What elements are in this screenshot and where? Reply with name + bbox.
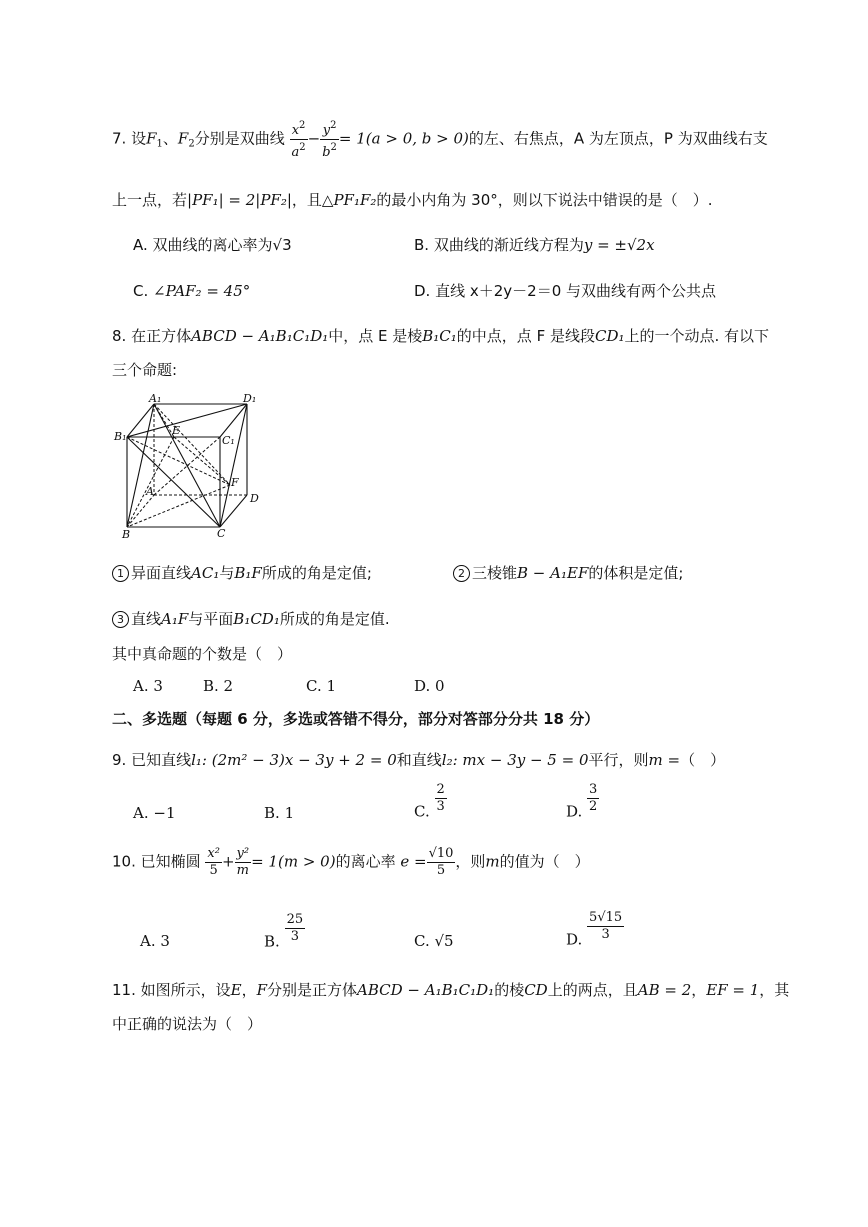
label-f: F xyxy=(231,476,239,489)
q11-text-b: ， xyxy=(241,981,257,999)
frac-den: $b^2$ xyxy=(320,139,339,161)
q7-opt-b-math: y = ±√2x xyxy=(583,236,655,254)
frac-den: 3 xyxy=(285,928,306,945)
f2-symbol: F xyxy=(177,129,189,148)
q10-m: m xyxy=(485,852,500,871)
eq-y: y xyxy=(322,123,331,138)
seg-a1e xyxy=(154,404,174,437)
q8-proposition-2 xyxy=(453,563,683,583)
p3-text-b: 与平面 xyxy=(188,610,234,628)
q8-text-a: 8. 在正方体 xyxy=(112,327,192,345)
q7-line1: 7. 设$F_1$、$F_2$分别是双曲线 $\frac{x^2}{a^2}$ − $\frac{y^2}{b^2}$ = 1(a > 0, b > 0)的左、右焦点，A 为左顶点，P 为双曲线右支 xyxy=(112,120,768,160)
label-c: C xyxy=(217,527,226,540)
p1-text-b: 与 xyxy=(219,564,235,582)
q10-opt-b-frac xyxy=(285,912,306,945)
p1-math-2: B₁F xyxy=(234,564,262,582)
q7-text-c: 上一点，若 xyxy=(112,191,188,209)
p3-text-a: 直线 xyxy=(131,610,162,628)
frac-num: 5√15 xyxy=(589,910,623,925)
q9-opt-c-frac xyxy=(435,782,447,815)
q7-text-a: 分别是双曲线 xyxy=(194,129,285,148)
diag-a1b xyxy=(127,404,154,527)
label-d1: D₁ xyxy=(243,392,257,405)
q8-line2: 三个命题: xyxy=(112,361,178,379)
q10-option-a: A. 3 xyxy=(140,932,170,950)
q10-text-b: 的离心率 xyxy=(335,852,396,871)
eq-b: b xyxy=(322,145,331,160)
q8-option-d: D. 0 xyxy=(414,677,445,695)
q10-option-d xyxy=(566,910,624,950)
frac-num: 2 xyxy=(436,782,445,797)
q11-line1 xyxy=(112,980,789,1000)
f2-sub: 2 xyxy=(188,138,195,150)
q10-option-b xyxy=(264,912,305,952)
hyperbola-y-frac xyxy=(320,118,339,161)
q9-opt-a-val: −1 xyxy=(153,804,176,822)
q7-option-d: D. 直线 x＋2y－2＝0 与双曲线有两个公共点 xyxy=(414,282,717,300)
p1-text-c: 所成的角是定值; xyxy=(261,564,372,582)
q9-option-d xyxy=(566,782,599,822)
eq-a: a xyxy=(291,145,300,160)
q7-number: 7. 设 xyxy=(112,129,147,148)
q9-opt-b-label: B. xyxy=(264,804,280,822)
f1-symbol: F xyxy=(146,129,157,148)
q8-edge: B₁C₁ xyxy=(422,327,457,345)
diag-d1c xyxy=(220,404,247,527)
q11-ef: EF = 1 xyxy=(706,981,760,999)
q11-text-a: 11. 如图所示，设 xyxy=(112,981,231,999)
q10-e: e = xyxy=(400,852,427,871)
q10-opt-b-label: B. xyxy=(264,932,280,951)
p2-text-a: 三棱锥 xyxy=(472,564,518,582)
q8-text-c: 的中点，点 F 是线段 xyxy=(456,327,595,345)
ellipse-y-frac xyxy=(235,846,252,879)
cube-diagram xyxy=(112,392,272,542)
q10-opt-d-frac xyxy=(587,910,624,943)
q7-opt-c-label: C. xyxy=(133,282,149,300)
q9-l2: l₂ xyxy=(441,751,453,769)
ellipse-x-frac xyxy=(205,846,222,879)
seg-a1f xyxy=(154,404,230,485)
q11-ab: AB = 2 xyxy=(637,981,692,999)
q9-option-b xyxy=(264,803,294,823)
q11-line2: 中正确的说法为（ ） xyxy=(112,1015,263,1033)
frac-den: 3 xyxy=(587,926,624,943)
q8-segment: CD₁ xyxy=(594,327,625,345)
cube-figure xyxy=(112,392,272,542)
q10-text-d: 的值为（ ） xyxy=(499,852,590,871)
seg-eb xyxy=(127,437,174,527)
frac-den: m xyxy=(235,862,252,879)
q11-cube: ABCD − A₁B₁C₁D₁ xyxy=(357,981,495,999)
q8-proposition-3 xyxy=(112,609,390,629)
q7-text-e: 的最小内角为 30°，则以下说法中错误的是（ ）. xyxy=(376,191,713,209)
label-a: A xyxy=(146,485,154,498)
section2-heading: 二、多选题（每题 6 分，多选或答错不得分，部分对答部分分共 18 分） xyxy=(112,710,600,728)
q9-option-a xyxy=(133,803,176,823)
q11-text-g: ，其 xyxy=(759,981,790,999)
ellipse-eq-rest: = 1(m > 0) xyxy=(251,852,336,871)
frac-den: 3 xyxy=(436,799,445,814)
circled-number-3: 3 xyxy=(112,611,129,628)
q9-eq1: : (2m² − 3)x − 3y + 2 = 0 xyxy=(201,751,397,769)
q11-text-d: 的棱 xyxy=(494,981,525,999)
q7-line2 xyxy=(112,190,713,210)
q9-opt-d-label: D. xyxy=(566,802,583,821)
q7-option-c xyxy=(133,281,250,301)
q9-text-c: 平行，则 xyxy=(588,751,649,769)
frac-den: 5 xyxy=(427,862,456,879)
q8-option-c: C. 1 xyxy=(306,677,337,695)
q9-m: m = xyxy=(648,751,681,769)
q8-line1 xyxy=(112,326,769,346)
q9-option-c xyxy=(414,782,447,822)
p2-text-b: 的体积是定值; xyxy=(588,564,684,582)
q11-text-c: 分别是正方体 xyxy=(267,981,358,999)
hyperbola-eq-rest: = 1(a > 0, b > 0) xyxy=(338,129,469,148)
q8-question: 其中真命题的个数是（ ） xyxy=(112,645,293,663)
seg-fb xyxy=(127,485,230,527)
q9-opt-a-label: A. xyxy=(133,804,149,822)
label-a1: A₁ xyxy=(149,392,162,405)
q9-eq2: : mx − 3y − 5 = 0 xyxy=(452,751,589,769)
q11-e: E xyxy=(230,981,242,999)
diag-b1c xyxy=(127,437,220,527)
label-c1: C₁ xyxy=(222,434,235,447)
q9-l1: l₁ xyxy=(191,751,202,769)
q7-condition: |PF₁| = 2|PF₂| xyxy=(187,191,292,209)
label-b1: B₁ xyxy=(114,430,127,443)
q9-text-b: 和直线 xyxy=(396,751,442,769)
circled-number-2: 2 xyxy=(453,565,470,582)
q7-option-b xyxy=(414,235,655,255)
frac-den: $a^2$ xyxy=(290,139,308,161)
frac-den: 5 xyxy=(205,862,222,879)
q8-proposition-1 xyxy=(112,563,372,583)
f1-sub: 1 xyxy=(156,138,163,150)
p2-math: B − A₁EF xyxy=(517,564,589,582)
q9-opt-d-frac xyxy=(587,782,599,815)
frac-num: 3 xyxy=(589,782,598,797)
frac-num: x² xyxy=(207,846,220,861)
q10-text-c: ，则 xyxy=(455,852,486,871)
q11-cd: CD xyxy=(524,981,548,999)
q10-option-c xyxy=(414,931,454,951)
q11-text-e: 上的两点，且 xyxy=(547,981,638,999)
q10-line: 10. 已知椭圆 $\frac{\text{x²}}{5}$ + $\frac{\text{y²}}{m}$ = 1(m > 0)的离心率 e = $\frac{√10}{5}$ ，则m的值为（ ） xyxy=(112,846,590,878)
q9-line xyxy=(112,750,725,770)
q7-sep: 、 xyxy=(162,129,178,148)
q7-text-b: 的左、右焦点，A 为左顶点，P 为双曲线右支 xyxy=(468,129,768,148)
q10-opt-d-label: D. xyxy=(566,930,583,949)
frac-num: $x^2$ xyxy=(291,120,306,138)
q10-opt-c-label: C. xyxy=(414,932,430,950)
frac-num: $y^2$ xyxy=(322,120,337,138)
frac-den: 2 xyxy=(589,799,598,814)
q8-text-d: 上的一个动点. 有以下 xyxy=(624,327,770,345)
eccentricity-frac xyxy=(427,846,456,879)
q10-text-a: 10. 已知椭圆 xyxy=(112,852,201,871)
eq-x: x xyxy=(291,123,300,138)
p3-math-2: B₁CD₁ xyxy=(233,610,280,628)
label-b: B xyxy=(122,528,131,541)
q8-text-b: 中，点 E 是棱 xyxy=(328,327,423,345)
frac-num: √10 xyxy=(428,846,454,861)
q9-opt-b-val: 1 xyxy=(284,804,295,822)
q11-text-f: ， xyxy=(691,981,707,999)
p3-text-c: 所成的角是定值. xyxy=(279,610,390,628)
q7-opt-b-text: B. 双曲线的渐近线方程为 xyxy=(414,236,584,254)
p1-math-1: AC₁ xyxy=(191,564,220,582)
q8-option-b: B. 2 xyxy=(203,677,234,695)
frac-num: 25 xyxy=(286,912,304,927)
label-d: D xyxy=(250,492,259,505)
q7-option-a: A. 双曲线的离心率为√3 xyxy=(133,236,292,254)
q9-text-a: 9. 已知直线 xyxy=(112,751,192,769)
p1-text-a: 异面直线 xyxy=(131,564,192,582)
label-e: E xyxy=(172,424,181,437)
q8-option-a: A. 3 xyxy=(133,677,163,695)
q11-f: F xyxy=(256,981,268,999)
frac-num: y² xyxy=(236,846,250,861)
circled-number-1: 1 xyxy=(112,565,129,582)
q9-text-d: （ ） xyxy=(680,751,726,769)
seg-b1f xyxy=(127,437,230,485)
q7-opt-c-math: ∠PAF₂ = 45° xyxy=(153,282,251,300)
q10-opt-c-val: √5 xyxy=(434,932,454,950)
q7-triangle: △PF₁F₂ xyxy=(321,191,377,209)
q9-opt-c-label: C. xyxy=(414,802,430,821)
q7-text-d: ，且 xyxy=(291,191,322,209)
diag-b1d1 xyxy=(127,404,247,437)
hyperbola-x-frac xyxy=(290,118,308,161)
p3-math-1: A₁F xyxy=(161,610,189,628)
q8-cube-name: ABCD − A₁B₁C₁D₁ xyxy=(191,327,329,345)
